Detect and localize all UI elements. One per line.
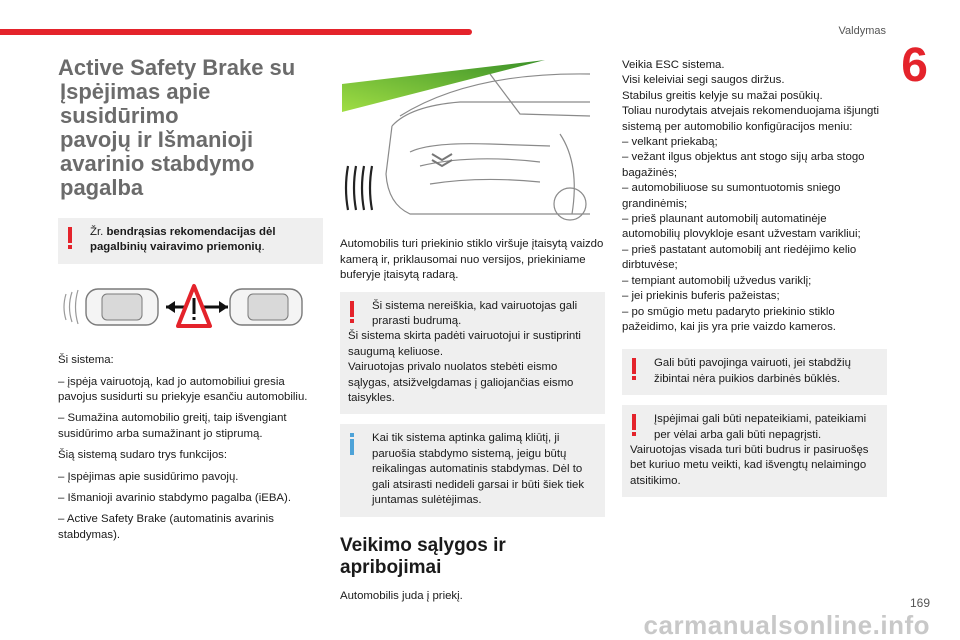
warning-icon: [632, 358, 636, 380]
page-title: [58, 56, 323, 200]
warning-icon: [632, 414, 636, 436]
chapter-number: 6: [901, 39, 928, 92]
note-suffix: .: [261, 241, 265, 254]
note-text: Ši sistema skirta padėti vairuotojui ir sustiprinti saugumą keliuose.: [348, 330, 581, 358]
body-line: – tempiant automobilį užvedus variklį;: [622, 274, 812, 287]
body-line: – Active Safety Brake (automatinis avarinis stabdymas).: [58, 513, 274, 541]
note-text: [90, 225, 315, 256]
column-2: [340, 56, 605, 610]
camera-radar-intro: Automobilis turi priekinio stiklo viršuje įtaisytą vaizdo kamerą ir, priklausomai nuo versijos, priekiniame buferyje įtaisytą radarą.: [340, 238, 604, 282]
warning-note: [340, 292, 605, 415]
note-text: Vairuotojas privalo nuolatos stebėti eismo sąlygas, atsižvelgdamas į galiojančias eismo taisykles.: [348, 361, 574, 405]
body-line: Toliau nurodytais atvejais rekomenduojama išjungti sistemą per automobilio konfigūracijos meniu:: [622, 105, 880, 133]
warning-note: [622, 349, 887, 395]
system-description: [58, 353, 323, 543]
section-subheading: Veikimo sąlygos ir apribojimai: [340, 534, 506, 578]
body-line: – įspėja vairuotoją, kad jo automobiliui gresia pavojus susidurti su priekyje esančiu automobiliu.: [58, 375, 308, 404]
body-line: Visi keleiviai segi saugos diržus.: [622, 74, 785, 87]
watermark: carmanualsonline.info: [643, 610, 930, 640]
body-line: – automobiliuose su sumontuotomis sniego grandinėmis;: [622, 182, 841, 210]
body-line: – po smūgio metu padaryto priekinio stiklo pažeidimo, kai jis yra prie vaizdo kameros.: [622, 305, 836, 333]
note-text: Kai tik sistema aptinka galimą kliūtį, ji paruošia stabdymo sistemą, jeigu būtų reikalingas automatinis stabdymas. Dėl to gali atsirasti nedideli garsai ir būti šiek tiek juntamas sulėtėjimas.: [372, 432, 585, 507]
body-line: Veikia ESC sistema.: [622, 59, 725, 71]
warning-note: [58, 218, 323, 264]
body-line: – Įspėjimas apie susidūrimo pavojų.: [58, 470, 239, 483]
column-1: [58, 56, 323, 549]
body-line: – velkant priekabą;: [622, 136, 718, 149]
chapter-accent-bar: [0, 29, 472, 35]
warning-icon: [68, 227, 72, 249]
info-note: [340, 424, 605, 516]
body-line: – jei priekinis buferis pažeistas;: [622, 290, 780, 303]
body-line: – Išmanioji avarinio stabdymo pagalba (iEBA).: [58, 492, 291, 505]
title-line: Įspėjimas apie susidūrimo: [60, 79, 211, 128]
title-line: pagalba: [60, 175, 144, 200]
body-line: Ši sistema:: [58, 354, 114, 367]
body-line: – prieš plaunant automobilį automatinėje automobilių plovykloje esant užvestam varikliui;: [622, 213, 861, 241]
info-icon: [350, 433, 354, 455]
note-text: Vairuotojas visada turi būti budrus ir pasiruošęs bet kuriuo metu veikti, kad išvengtų nelaimingo atsitikimo.: [630, 443, 869, 487]
column-3: [622, 58, 887, 507]
title-line: Active Safety Brake su: [58, 55, 296, 80]
warning-note: [622, 405, 887, 497]
note-prefix: Žr.: [90, 226, 107, 238]
page-number: 169: [909, 596, 930, 610]
note-text: Ši sistema nereiškia, kad vairuotojas gali prarasti budrumą.: [372, 299, 578, 328]
body-line: Stabilus greitis kelyje su mažai posūkių.: [622, 89, 823, 102]
warning-icon: [350, 301, 354, 323]
section-name: Valdymas: [838, 25, 886, 37]
body-line: – vežant ilgus objektus ant stogo sijų arba stogo bagažinės;: [622, 151, 865, 179]
collision-warning-illustration: [58, 280, 323, 334]
body-line: Automobilis juda į priekį.: [340, 589, 463, 602]
body-line: – Sumažina automobilio greitį, taip išvengiant susidūrimo arba sumažinant jo stiprumą.: [58, 412, 287, 440]
body-line: Šią sistemą sudaro trys funkcijos:: [58, 449, 228, 462]
note-text: Gali būti pavojinga vairuoti, jei stabdžių žibintai nėra puikios darbinės būklės.: [654, 357, 851, 385]
title-line: avarinio stabdymo: [60, 151, 255, 176]
note-bold: bendrąsias rekomendacijas dėl pagalbinių vairavimo priemonių: [90, 226, 276, 254]
vehicle-front-camera-illustration: [340, 54, 605, 224]
title-line: pavojų ir Išmanioji: [60, 127, 254, 152]
body-line: – prieš pastatant automobilį ant riedėjimo kelio dirbtuvėse;: [622, 243, 857, 272]
note-text: Įspėjimai gali būti nepateikiami, pateikiami per vėlai arba gali būti nepagrįsti.: [654, 413, 867, 441]
